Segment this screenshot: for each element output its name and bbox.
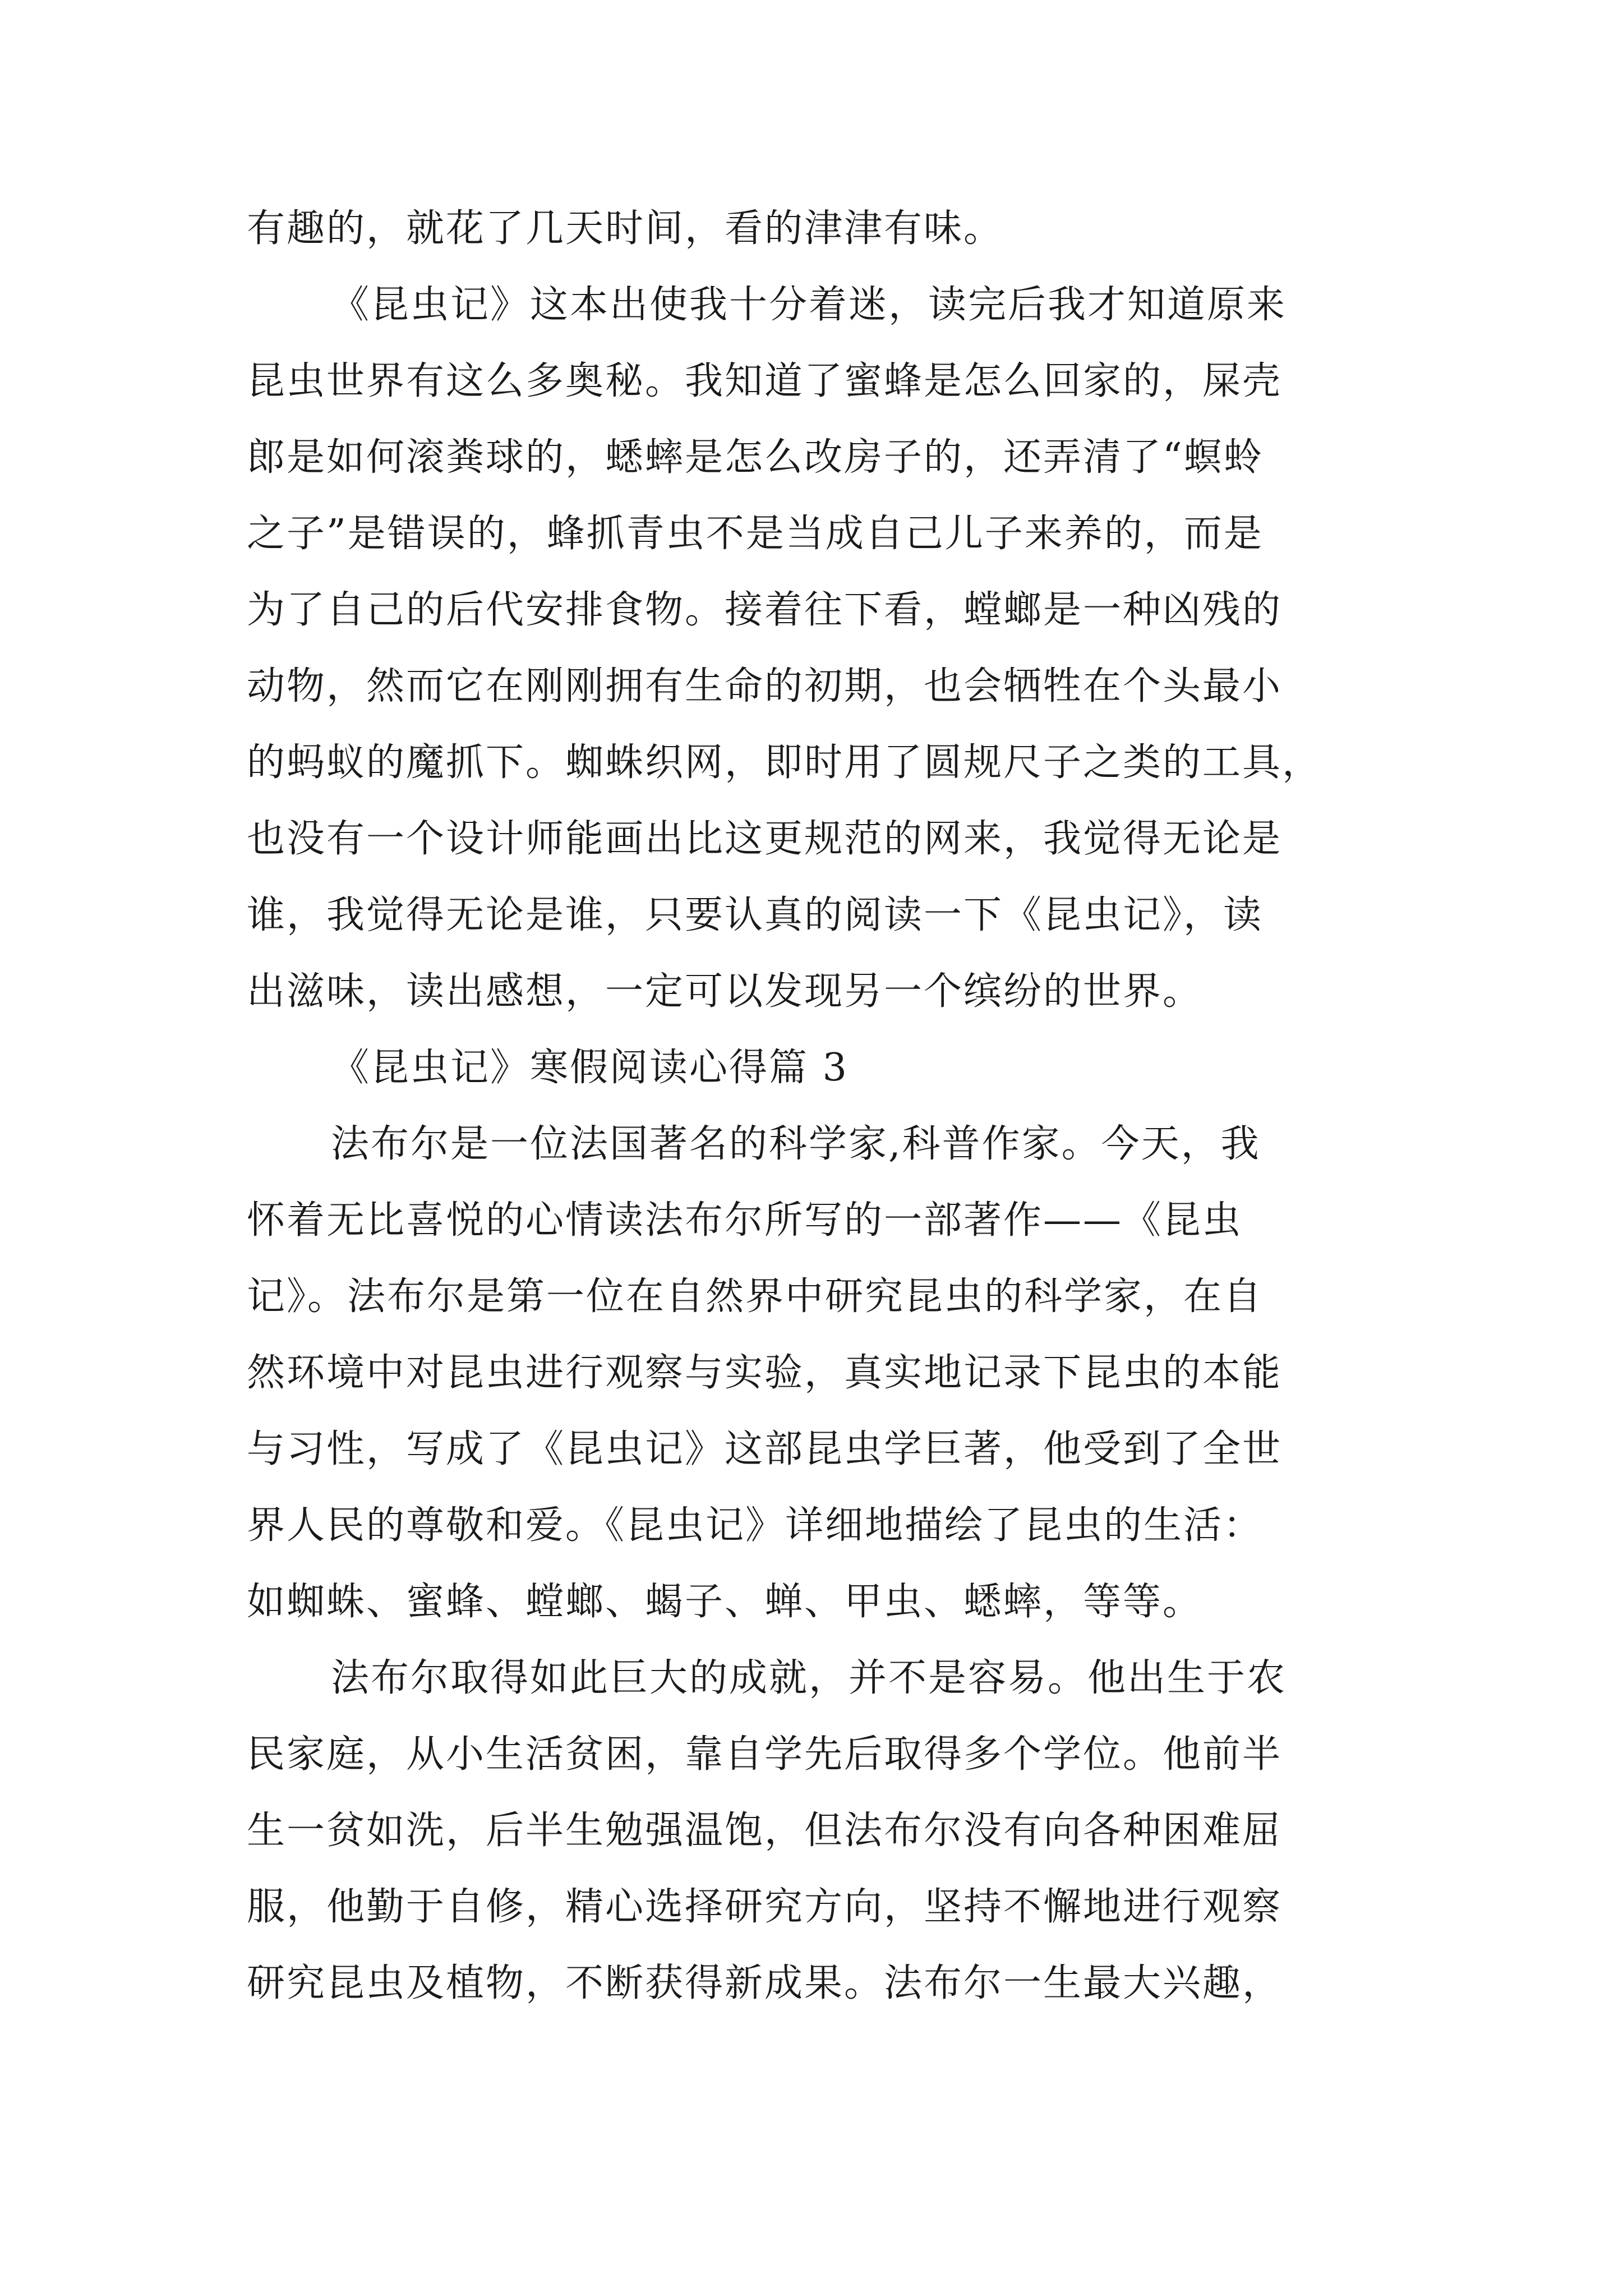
text-line: 的蚂蚁的魔抓下。蜘蛛织网，即时用了圆规尺子之类的工具， — [247, 740, 1322, 785]
text-line: 然环境中对昆虫进行观察与实验，真实地记录下昆虫的本能 — [247, 1351, 1283, 1395]
text-line: 出滋味，读出感想，一定可以发现另一个缤纷的世界。 — [247, 969, 1203, 1014]
text-line: 服，他勤于自修，精心选择研究方向，坚持不懈地进行观察 — [247, 1885, 1283, 1929]
text-line: 为了自己的后代安排食物。接着往下看，螳螂是一种凶残的 — [247, 588, 1283, 632]
text-line: 有趣的，就花了几天时间，看的津津有味。 — [247, 206, 1004, 251]
text-line: 郎是如何滚粪球的，蟋蟀是怎么改房子的，还弄清了“螟蛉 — [247, 435, 1264, 480]
text-line: 研究昆虫及植物，不断获得新成果。法布尔一生最大兴趣， — [247, 1961, 1283, 2005]
text-line: 昆虫世界有这么多奥秘。我知道了蜜蜂是怎么回家的，屎壳 — [247, 359, 1283, 403]
text-line: 怀着无比喜悦的心情读法布尔所写的一部著作——《昆虫 — [247, 1198, 1243, 1243]
text-line: 也没有一个设计师能画出比这更规范的网来，我觉得无论是 — [247, 817, 1283, 861]
paragraph-first-line: 法布尔取得如此巨大的成就，并不是容易。他出生于农 — [331, 1656, 1287, 1700]
text-line: 动物，然而它在刚刚拥有生命的初期，也会牺牲在个头最小 — [247, 664, 1283, 708]
paragraph-first-line: 《昆虫记》这本出使我十分着迷，读完后我才知道原来 — [331, 283, 1287, 327]
text-line: 生一贫如洗，后半生勉强温饱，但法布尔没有向各种困难屈 — [247, 1809, 1283, 1853]
body-text — [247, 191, 1402, 2022]
text-line: 记》。法布尔是第一位在自然界中研究昆虫的科学家，在自 — [247, 1274, 1264, 1319]
text-line: 如蜘蛛、蜜蜂、螳螂、蝎子、蝉、甲虫、蟋蟀，等等。 — [247, 1580, 1203, 1624]
text-line: 界人民的尊敬和爱。《昆虫记》详细地描绘了昆虫的生活： — [247, 1503, 1264, 1548]
section-heading: 《昆虫记》寒假阅读心得篇 3 — [331, 1046, 849, 1090]
text-line: 谁，我觉得无论是谁，只要认真的阅读一下《昆虫记》，读 — [247, 893, 1264, 937]
text-line: 民家庭，从小生活贫困，靠自学先后取得多个学位。他前半 — [247, 1732, 1283, 1777]
text-line: 之子”是错误的，蜂抓青虫不是当成自己儿子来养的，而是 — [247, 512, 1264, 556]
paragraph-first-line: 法布尔是一位法国著名的科学家,科普作家。今天，我 — [331, 1122, 1261, 1166]
text-line: 与习性，写成了《昆虫记》这部昆虫学巨著，他受到了全世 — [247, 1427, 1283, 1471]
